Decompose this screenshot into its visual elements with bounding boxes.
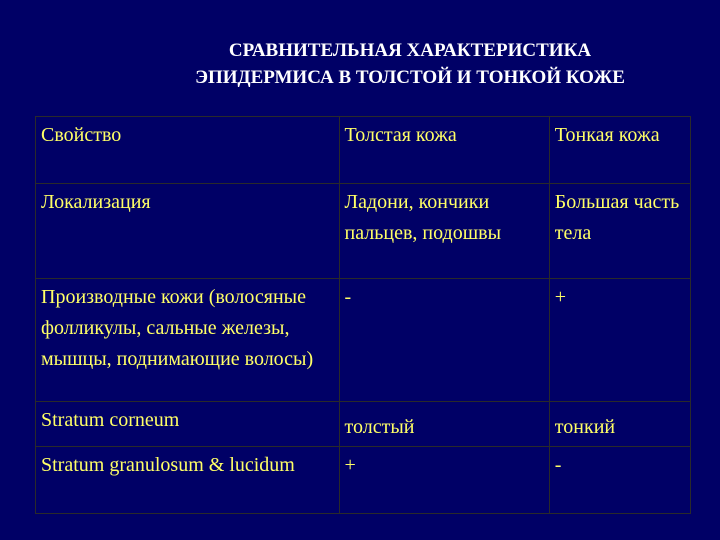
table-cell: + xyxy=(549,279,690,402)
table-row xyxy=(36,279,691,402)
table-cell: Stratum corneum xyxy=(36,402,340,447)
header-cell-thick-skin: Толстая кожа xyxy=(339,117,549,184)
comparison-table xyxy=(35,116,691,514)
table-cell: Большая часть тела xyxy=(549,184,690,279)
table-cell: Локализация xyxy=(36,184,340,279)
table-cell: Stratum granulosum & lucidum xyxy=(36,447,340,514)
table-header-row xyxy=(36,117,691,184)
table-cell: - xyxy=(339,279,549,402)
header-cell-thin-skin: Тонкая кожа xyxy=(549,117,690,184)
title-line-2: ЭПИДЕРМИСА В ТОЛСТОЙ И ТОНКОЙ КОЖЕ xyxy=(195,67,625,88)
table-row xyxy=(36,402,691,447)
table-cell: Производные кожи (волосяные фолликулы, сальные железы, мышцы, поднимающие волосы) xyxy=(36,279,340,402)
title-line-1: СРАВНИТЕЛЬНАЯ ХАРАКТЕРИСТИКА xyxy=(228,40,592,61)
table-cell: - xyxy=(549,447,690,514)
table-cell: толстый xyxy=(339,402,549,447)
slide-title xyxy=(0,37,720,91)
table-row xyxy=(36,184,691,279)
header-cell-property: Свойство xyxy=(36,117,340,184)
table-cell: тонкий xyxy=(549,402,690,447)
table-cell: + xyxy=(339,447,549,514)
table-row xyxy=(36,447,691,514)
table-cell: Ладони, кончики пальцев, подошвы xyxy=(339,184,549,279)
